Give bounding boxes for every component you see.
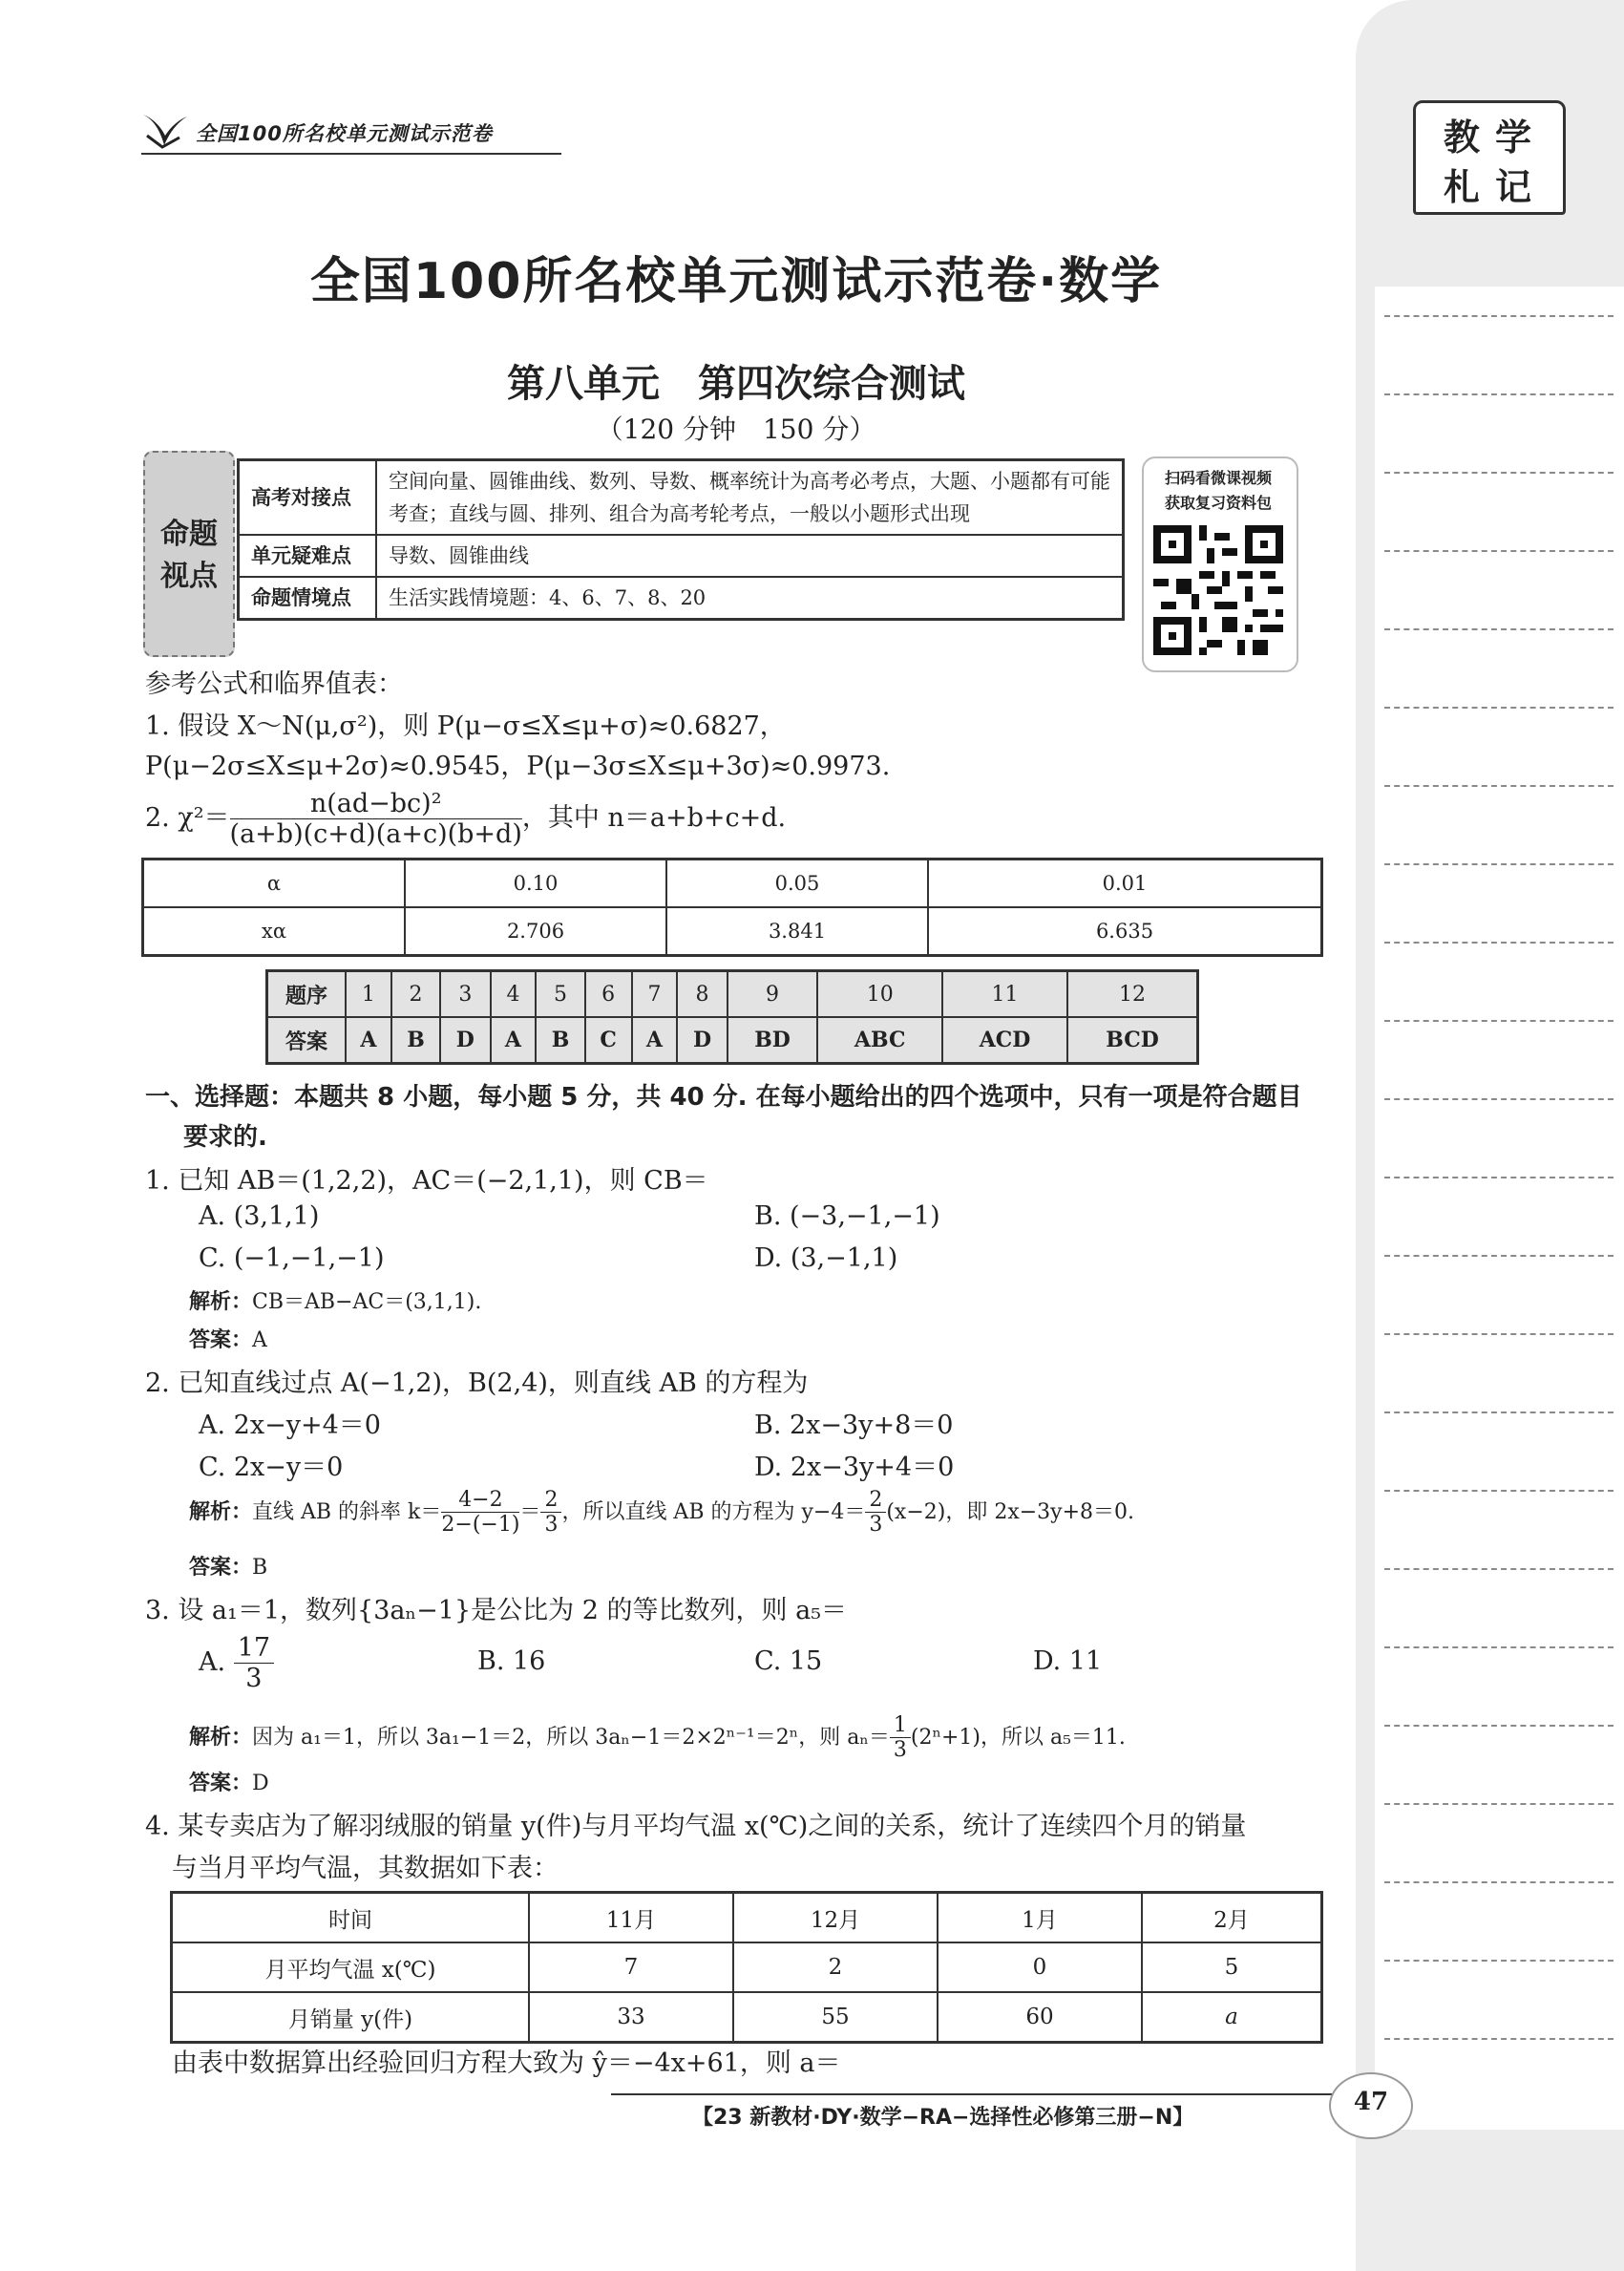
answer-cell: D	[677, 1017, 727, 1064]
fraction-numerator: 17	[234, 1633, 274, 1664]
table-cell: 55	[733, 1992, 938, 2043]
ref-formula-2	[145, 789, 786, 849]
table-row	[267, 971, 1198, 1018]
fraction-numerator: n(ad−bc)²	[230, 789, 522, 819]
ref-formula-1b: P(μ−2σ≤X≤μ+2σ)≈0.9545，P(μ−3σ≤X≤μ+3σ)≈0.9973.	[145, 752, 891, 781]
unit-title: 第八单元 第四次综合测试	[507, 361, 965, 406]
table-cell: 33	[529, 1992, 733, 2043]
note-line	[1384, 707, 1613, 709]
table-cell: 2.706	[405, 907, 666, 956]
question-4-stem: 4. 某专卖店为了解羽绒服的销量 y(件)与月平均气温 x(℃)之间的关系，统计了连续四个月的销量	[145, 1812, 1247, 1841]
answer	[189, 1767, 269, 1796]
table-header: 时间	[172, 1893, 530, 1943]
option-d: D. 11	[1033, 1646, 1103, 1676]
answer-cell: BCD	[1067, 1017, 1198, 1064]
answer-cell: D	[440, 1017, 490, 1064]
option-c: C. (−1,−1,−1)	[199, 1243, 385, 1273]
note-line	[1384, 942, 1613, 944]
note-line	[1384, 1333, 1613, 1335]
table-cell: 0.01	[928, 860, 1322, 908]
topic-badge-line: 命题	[160, 518, 218, 551]
option-b: B. 2x−3y+8＝0	[754, 1411, 954, 1440]
solution-label: 解析：	[189, 1725, 253, 1750]
solution	[189, 1713, 1126, 1763]
question-number: 1	[346, 971, 391, 1018]
solution-text: 直线 AB 的斜率 k＝	[252, 1499, 442, 1524]
question-number: 10	[817, 971, 942, 1018]
note-line	[1384, 1098, 1613, 1100]
notes-badge	[1413, 100, 1566, 215]
question-4-stem-cont: 与当月平均气温，其数据如下表：	[172, 1854, 559, 1883]
table-header: 2月	[1142, 1893, 1322, 1943]
note-line	[1384, 1255, 1613, 1257]
notes-area	[1375, 287, 1624, 2130]
section-heading-cont: 要求的.	[183, 1123, 267, 1152]
table-cell: 0.10	[405, 860, 666, 908]
question-number: 5	[536, 971, 584, 1018]
topic-badge	[143, 451, 235, 657]
fraction-denominator: 3	[869, 1513, 883, 1538]
formula-prefix: 2. χ²＝	[145, 803, 230, 834]
note-line	[1384, 1020, 1613, 1022]
question-number: 6	[585, 971, 632, 1018]
answer-cell: A	[632, 1017, 678, 1064]
answer-cell: B	[536, 1017, 584, 1064]
qr-caption-line: 扫码看微课视频	[1164, 469, 1272, 487]
option-label: A.	[199, 1647, 226, 1678]
fraction-numerator: 2	[540, 1488, 561, 1513]
answer-cell: A	[491, 1017, 537, 1064]
qr-code-icon[interactable]	[1153, 525, 1283, 655]
note-line	[1384, 1960, 1613, 1962]
answer	[189, 1551, 267, 1581]
fraction-numerator: 4−2	[441, 1488, 519, 1513]
topic-value: 生活实践情境题：4、6、7、8、20	[376, 577, 1124, 620]
note-line	[1384, 1646, 1613, 1648]
solution-label: 解析：	[189, 1290, 253, 1314]
question-number: 11	[942, 971, 1067, 1018]
table-row	[143, 860, 1322, 908]
answer-value: A	[252, 1328, 267, 1352]
solution-text: 因为 a₁＝1，所以 3a₁−1＝2，所以 3aₙ−1＝2×2ⁿ⁻¹＝2ⁿ，则 aₙ＝	[252, 1725, 890, 1750]
answer-cell: BD	[728, 1017, 818, 1064]
table-header: 12月	[733, 1893, 938, 1943]
fraction-numerator: 2	[865, 1488, 886, 1513]
answer-label: 答案：	[189, 1772, 253, 1795]
option-a: A. 2x−y+4＝0	[199, 1411, 381, 1440]
solution	[189, 1285, 481, 1315]
slope-fraction	[441, 1488, 519, 1538]
qr-caption	[1142, 466, 1295, 516]
time-score-info: （120 分钟 150 分）	[596, 414, 876, 445]
question-3-stem: 3. 设 a₁＝1，数列{3aₙ−1}是公比为 2 的等比数列，则 a₅＝	[145, 1596, 847, 1625]
answer-cell: ACD	[942, 1017, 1067, 1064]
critical-value-table	[141, 858, 1323, 957]
table-row	[143, 907, 1322, 956]
fraction-denominator: 3	[893, 1738, 907, 1763]
table-row	[172, 1893, 1322, 1943]
topic-table	[237, 458, 1125, 621]
answer-cell: C	[585, 1017, 632, 1064]
table-cell: 月平均气温 x(℃)	[172, 1942, 530, 1992]
solution-text: CB＝AB−AC＝(3,1,1).	[252, 1290, 482, 1314]
question-number: 7	[632, 971, 678, 1018]
page-title: 全国100所名校单元测试示范卷·数学	[309, 253, 1163, 310]
table-cell: 6.635	[928, 907, 1322, 956]
note-line	[1384, 315, 1613, 317]
table-cell: 0	[938, 1942, 1142, 1992]
solution-text: (2ⁿ+1)，所以 a₅＝11.	[910, 1725, 1126, 1750]
question-4-tail: 由表中数据算出经验回归方程大致为 ŷ＝−4x+61，则 a＝	[172, 2048, 841, 2078]
sales-data-table	[170, 1891, 1323, 2044]
solution-text: (x−2)，即 2x−3y+8＝0.	[886, 1499, 1135, 1524]
question-number: 9	[728, 971, 818, 1018]
note-line	[1384, 1490, 1613, 1492]
slope-value-fraction	[865, 1488, 886, 1538]
solution-text: ＝	[519, 1499, 541, 1524]
solution	[189, 1488, 1134, 1538]
question-number: 2	[391, 971, 440, 1018]
note-line	[1384, 628, 1613, 630]
table-cell: 0.05	[666, 860, 928, 908]
section-heading: 一、选择题：本题共 8 小题，每小题 5 分，共 40 分. 在每小题给出的四个选项中，只有一项是符合题目	[145, 1083, 1302, 1112]
table-cell: 月销量 y(件)	[172, 1992, 530, 2043]
table-header: 11月	[529, 1893, 733, 1943]
table-row	[239, 460, 1124, 536]
table-cell: 60	[938, 1992, 1142, 2043]
fraction-numerator: 1	[890, 1713, 911, 1738]
note-line	[1384, 785, 1613, 787]
header-divider	[141, 153, 561, 155]
footer-divider	[611, 2093, 1346, 2095]
note-line	[1384, 1411, 1613, 1413]
table-row	[239, 577, 1124, 620]
note-line	[1384, 2038, 1613, 2040]
badge-char: 札	[1444, 166, 1481, 208]
question-number: 8	[677, 971, 727, 1018]
table-cell: 7	[529, 1942, 733, 1992]
option-a: A. (3,1,1)	[199, 1201, 320, 1231]
option-d: D. (3,−1,1)	[754, 1243, 898, 1273]
page-number: 47	[1353, 2088, 1389, 2116]
topic-key: 单元疑难点	[239, 535, 377, 577]
ref-title: 参考公式和临界值表：	[145, 669, 403, 699]
answer-value: B	[252, 1556, 268, 1580]
note-line	[1384, 1568, 1613, 1570]
question-2-stem: 2. 已知直线过点 A(−1,2)，B(2,4)，则直线 AB 的方程为	[145, 1369, 809, 1398]
fraction-denominator: 2−(−1)	[441, 1513, 520, 1538]
solution-label: 解析：	[189, 1499, 253, 1524]
ref-formula-1a: 1. 假设 X～N(μ,σ²)，则 P(μ−σ≤X≤μ+σ)≈0.6827，	[145, 711, 786, 741]
note-line	[1384, 1881, 1613, 1883]
footer-code: 【23 新教材·DY·数学−RA−选择性必修第三册−N】	[692, 2106, 1194, 2130]
note-line	[1384, 1803, 1613, 1805]
table-header: 答案	[267, 1017, 347, 1064]
fraction-denominator: 3	[245, 1664, 263, 1694]
table-cell: α	[143, 860, 406, 908]
table-cell: 5	[1142, 1942, 1322, 1992]
option-c: C. 2x−y＝0	[199, 1453, 344, 1482]
bird-logo-icon	[141, 107, 189, 151]
table-row	[172, 1992, 1322, 2043]
topic-value: 空间向量、圆锥曲线、数列、导数、概率统计为高考必考点，大题、小题都有可能考查；直线与圆、排列、组合为高考轮考点，一般以小题形式出现	[376, 460, 1124, 536]
solution-text: ，所以直线 AB 的方程为 y−4＝	[561, 1499, 866, 1524]
notebook-icon	[1413, 100, 1566, 215]
table-cell: a	[1142, 1992, 1322, 2043]
fraction-denominator: 3	[544, 1513, 559, 1538]
answer-label: 答案：	[189, 1556, 253, 1580]
question-1-stem: 1. 已知 AB＝(1,2,2)，AC＝(−2,1,1)，则 CB＝	[145, 1166, 708, 1196]
table-cell: 2	[733, 1942, 938, 1992]
note-line	[1384, 550, 1613, 552]
answer-value: D	[252, 1772, 269, 1795]
table-cell: xα	[143, 907, 406, 956]
option-d: D. 2x−3y+4＝0	[754, 1453, 955, 1482]
badge-char: 教	[1444, 117, 1481, 159]
answer	[189, 1324, 267, 1353]
topic-badge-line: 视点	[160, 560, 218, 593]
table-cell: 3.841	[666, 907, 928, 956]
option-c: C. 15	[754, 1646, 823, 1676]
badge-char: 学	[1495, 117, 1532, 159]
answer-cell: ABC	[817, 1017, 942, 1064]
question-number: 4	[491, 971, 537, 1018]
table-header: 题序	[267, 971, 347, 1018]
answer-label: 答案：	[189, 1328, 253, 1352]
answer-cell: B	[391, 1017, 440, 1064]
slope-value-fraction	[540, 1488, 561, 1538]
table-row	[172, 1942, 1322, 1992]
badge-char: 记	[1495, 166, 1532, 208]
question-number: 12	[1067, 971, 1198, 1018]
table-row	[239, 535, 1124, 577]
series-name: 全国100所名校单元测试示范卷	[196, 122, 493, 145]
topic-key: 命题情境点	[239, 577, 377, 620]
option-b: B. (−3,−1,−1)	[754, 1201, 940, 1231]
option-fraction	[234, 1633, 274, 1693]
answer-table	[265, 969, 1199, 1065]
note-line	[1384, 472, 1613, 474]
note-line	[1384, 1177, 1613, 1178]
note-line	[1384, 1725, 1613, 1727]
answer-cell: A	[346, 1017, 391, 1064]
chi-square-fraction	[230, 789, 522, 849]
table-row	[267, 1017, 1198, 1064]
note-line	[1384, 863, 1613, 865]
option-a	[199, 1633, 274, 1693]
question-number: 3	[440, 971, 490, 1018]
table-header: 1月	[938, 1893, 1142, 1943]
fraction-denominator: (a+b)(c+d)(a+c)(b+d)	[229, 819, 522, 850]
topic-key: 高考对接点	[239, 460, 377, 536]
solution-fraction	[890, 1713, 911, 1763]
formula-suffix: ，其中 n＝a+b+c+d.	[521, 803, 787, 834]
qr-caption-line: 获取复习资料包	[1164, 494, 1272, 512]
option-b: B. 16	[477, 1646, 546, 1676]
topic-value: 导数、圆锥曲线	[376, 535, 1124, 577]
